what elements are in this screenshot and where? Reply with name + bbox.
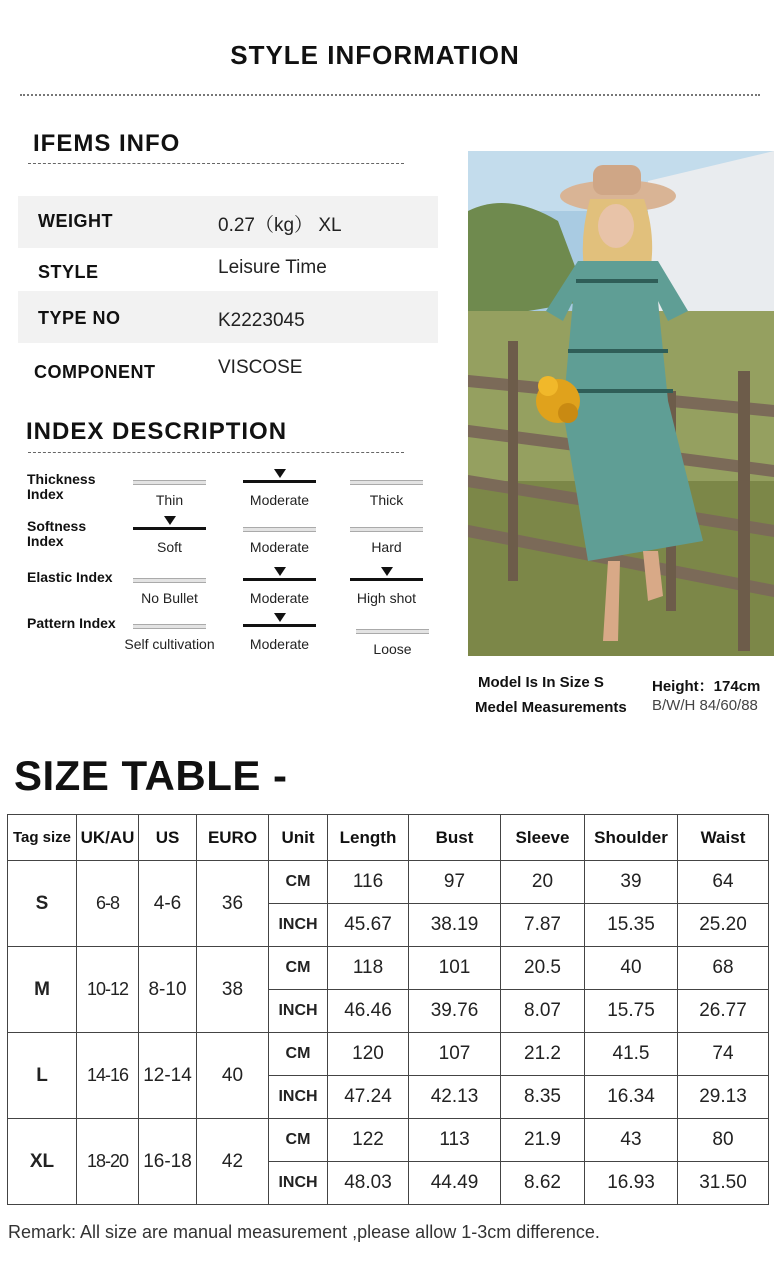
scale-option-label: Moderate — [249, 539, 310, 555]
index-scale-option — [243, 578, 316, 606]
column-header: Sleeve — [501, 815, 585, 861]
info-value: 0.27（kg） XL — [218, 215, 342, 236]
measurement-cell: 97 — [409, 861, 501, 904]
measurement-cell: 20.5 — [501, 947, 585, 990]
scale-bar-selected — [350, 578, 423, 581]
scale-bar-selected — [243, 480, 316, 483]
measurement-cell: 26.77 — [678, 990, 769, 1033]
column-header: UK/AU — [77, 815, 139, 861]
table-row — [8, 1119, 769, 1162]
measurement-cell: 74 — [678, 1033, 769, 1076]
model-photo-illustration — [468, 151, 774, 656]
size-us-cell: 4-6 — [139, 861, 197, 947]
unit-cell: INCH — [269, 990, 328, 1033]
index-label: Pattern Index — [27, 615, 116, 631]
measurement-cell: 8.07 — [501, 990, 585, 1033]
items-info-title: IFEMS INFO — [33, 130, 181, 157]
measurement-cell: 39.76 — [409, 990, 501, 1033]
unit-cell: INCH — [269, 904, 328, 947]
info-row-component — [18, 345, 438, 397]
info-key: TYPE NO — [38, 308, 121, 328]
measurement-cell: 116 — [328, 861, 409, 904]
column-header: EURO — [197, 815, 269, 861]
scale-bar — [133, 480, 206, 485]
measurement-cell: 46.46 — [328, 990, 409, 1033]
scale-bar — [356, 629, 429, 634]
scale-bar — [350, 527, 423, 532]
measurement-cell: 47.24 — [328, 1076, 409, 1119]
scale-bar — [243, 527, 316, 532]
measurement-cell: 29.13 — [678, 1076, 769, 1119]
index-scale-option — [350, 578, 423, 606]
measurement-cell: 31.50 — [678, 1162, 769, 1205]
measurement-cell: 20 — [501, 861, 585, 904]
index-scale-option — [133, 578, 206, 606]
measurement-cell: 118 — [328, 947, 409, 990]
measurement-cell: 40 — [585, 947, 678, 990]
index-label: Elastic Index — [27, 569, 113, 585]
index-label: Softness Index — [27, 518, 87, 549]
info-value: Leisure Time — [218, 257, 327, 278]
page-title: STYLE INFORMATION — [230, 40, 520, 70]
unit-cell: CM — [269, 861, 328, 904]
index-scale-option — [350, 527, 423, 555]
index-scale-option — [243, 527, 316, 555]
items-info-divider — [28, 163, 404, 164]
selected-marker-icon — [381, 567, 393, 576]
size-tag-cell: XL — [8, 1119, 77, 1205]
column-header: Bust — [409, 815, 501, 861]
column-header: US — [139, 815, 197, 861]
info-key: WEIGHT — [38, 211, 113, 231]
measurement-cell: 7.87 — [501, 904, 585, 947]
column-header: Waist — [678, 815, 769, 861]
index-scale-option — [124, 624, 215, 652]
measurement-cell: 113 — [409, 1119, 501, 1162]
scale-option-label: Soft — [157, 539, 182, 555]
scale-option-label: Loose — [373, 641, 412, 657]
measurement-cell: 38.19 — [409, 904, 501, 947]
remark-text: Remark: All size are manual measurement ,please allow 1-3cm difference. — [8, 1222, 600, 1242]
scale-bar — [133, 578, 206, 583]
measurement-cell: 122 — [328, 1119, 409, 1162]
column-header: Shoulder — [585, 815, 678, 861]
measurement-cell: 16.93 — [585, 1162, 678, 1205]
size-uk-cell: 18-20 — [77, 1119, 139, 1205]
measurement-cell: 101 — [409, 947, 501, 990]
index-description-divider — [28, 452, 404, 453]
size-us-cell: 16-18 — [139, 1119, 197, 1205]
model-size-line: Model Is In Size S — [478, 674, 604, 691]
model-measure-label: Medel Measurements — [475, 699, 627, 716]
size-euro-cell: 36 — [197, 861, 269, 947]
size-table — [7, 814, 769, 1205]
size-uk-cell: 10-12 — [77, 947, 139, 1033]
size-table-header — [8, 815, 769, 861]
measurement-cell: 39 — [585, 861, 678, 904]
measurement-cell: 25.20 — [678, 904, 769, 947]
measurement-cell: 48.03 — [328, 1162, 409, 1205]
scale-option-label: Moderate — [249, 492, 310, 508]
scale-option-label: Moderate — [249, 590, 310, 606]
size-uk-cell: 6-8 — [77, 861, 139, 947]
scale-option-label: No Bullet — [141, 590, 198, 606]
measurement-cell: 21.9 — [501, 1119, 585, 1162]
index-scale-option — [356, 629, 429, 657]
scale-option-label: Thick — [369, 492, 404, 508]
measurement-cell: 107 — [409, 1033, 501, 1076]
measurement-cell: 21.2 — [501, 1033, 585, 1076]
info-key: STYLE — [38, 262, 99, 282]
measurement-cell: 15.35 — [585, 904, 678, 947]
scale-bar — [350, 480, 423, 485]
selected-marker-icon — [274, 567, 286, 576]
selected-marker-icon — [274, 469, 286, 478]
unit-cell: INCH — [269, 1162, 328, 1205]
size-euro-cell: 38 — [197, 947, 269, 1033]
size-uk-cell: 14-16 — [77, 1033, 139, 1119]
index-scale-option — [243, 480, 316, 508]
model-bwh: B/W/H 84/60/88 — [652, 697, 758, 714]
size-us-cell: 12-14 — [139, 1033, 197, 1119]
info-key: COMPONENT — [34, 362, 156, 382]
scale-bar-selected — [243, 624, 316, 627]
size-tag-cell: M — [8, 947, 77, 1033]
size-us-cell: 8-10 — [139, 947, 197, 1033]
index-scale-option — [133, 480, 206, 508]
index-scale-option — [133, 527, 206, 555]
size-tag-cell: S — [8, 861, 77, 947]
measurement-cell: 43 — [585, 1119, 678, 1162]
scale-option-label: High shot — [356, 590, 417, 606]
unit-cell: CM — [269, 947, 328, 990]
title-divider — [20, 94, 760, 98]
table-row — [8, 861, 769, 904]
index-label: Thickness Index — [27, 471, 96, 502]
unit-cell: INCH — [269, 1076, 328, 1119]
measurement-cell: 64 — [678, 861, 769, 904]
measurement-cell: 120 — [328, 1033, 409, 1076]
measurement-cell: 44.49 — [409, 1162, 501, 1205]
measurement-cell: 42.13 — [409, 1076, 501, 1119]
index-description-title: INDEX DESCRIPTION — [26, 418, 288, 445]
column-header: Tag size — [8, 815, 77, 861]
scale-bar — [133, 624, 206, 629]
model-height: Height：174cm — [652, 678, 761, 695]
column-header: Unit — [269, 815, 328, 861]
unit-cell: CM — [269, 1119, 328, 1162]
measurement-cell: 15.75 — [585, 990, 678, 1033]
selected-marker-icon — [164, 516, 176, 525]
column-header: Length — [328, 815, 409, 861]
scale-option-label: Thin — [155, 492, 184, 508]
info-row-type-no — [18, 291, 438, 343]
info-value: VISCOSE — [218, 357, 303, 378]
size-euro-cell: 40 — [197, 1033, 269, 1119]
size-tag-cell: L — [8, 1033, 77, 1119]
table-row — [8, 1033, 769, 1076]
index-scale-option — [243, 624, 316, 652]
measurement-cell: 8.35 — [501, 1076, 585, 1119]
scale-option-label: Moderate — [249, 636, 310, 652]
scale-bar-selected — [133, 527, 206, 530]
selected-marker-icon — [274, 613, 286, 622]
measurement-cell: 68 — [678, 947, 769, 990]
model-photo — [468, 151, 774, 656]
size-euro-cell: 42 — [197, 1119, 269, 1205]
unit-cell: CM — [269, 1033, 328, 1076]
scale-option-label: Self cultivation — [124, 636, 215, 652]
info-row-weight — [18, 196, 438, 248]
measurement-cell: 41.5 — [585, 1033, 678, 1076]
info-value: K2223045 — [218, 310, 305, 331]
measurement-cell: 8.62 — [501, 1162, 585, 1205]
table-row — [8, 947, 769, 990]
index-scale-option — [350, 480, 423, 508]
scale-option-label: Hard — [371, 539, 402, 555]
scale-bar-selected — [243, 578, 316, 581]
measurement-cell: 16.34 — [585, 1076, 678, 1119]
measurement-cell: 80 — [678, 1119, 769, 1162]
measurement-cell: 45.67 — [328, 904, 409, 947]
size-table-title: SIZE TABLE - — [14, 752, 288, 799]
